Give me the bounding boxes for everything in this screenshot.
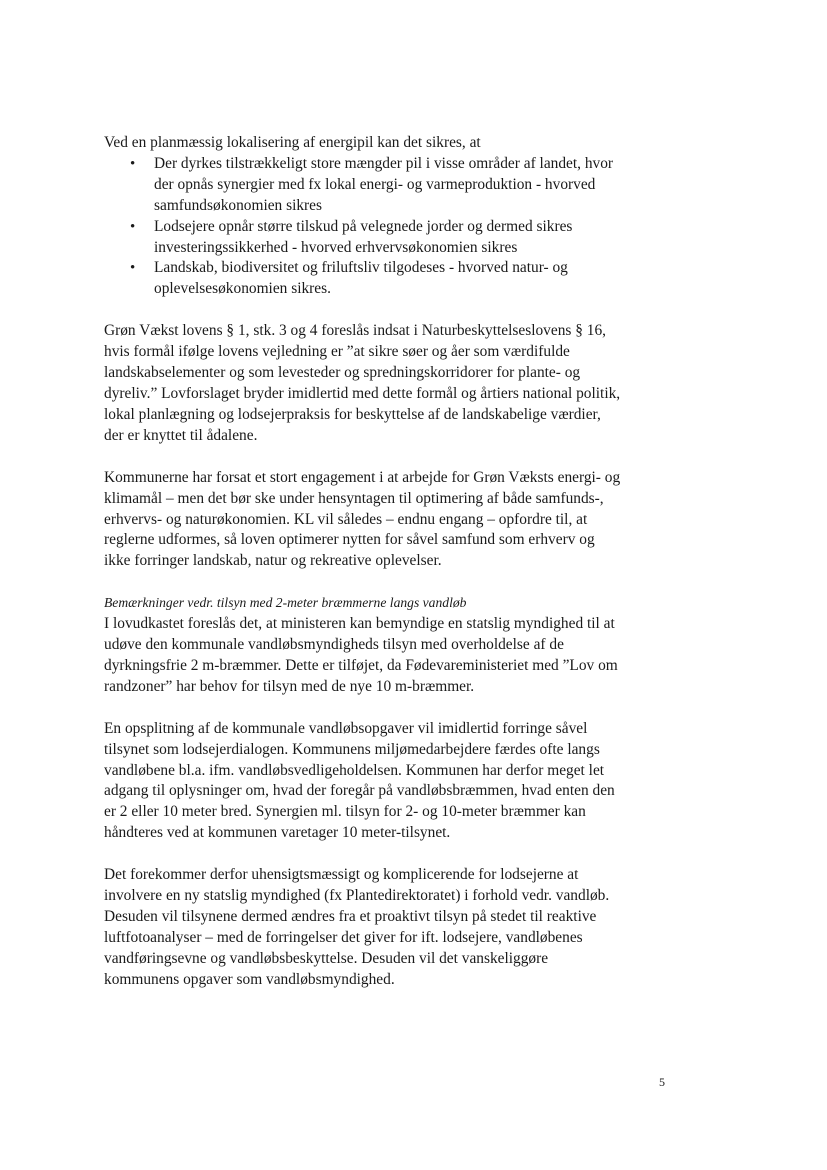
bullet-item — [130, 154, 624, 217]
paragraph: I lovudkastet foreslås det, at ministeren kan bemyndige en statslig myndighed til at udøve den kommunale vandløbsmyndigheds tilsyn med overholdelse af de dyrkningsfrie 2 m-bræmmer. Dette er tilføjet, da Fødevareministeriet med ”Lov om randzoner” har behov for tilsyn med de nye 10 m-bræmmer. — [104, 615, 618, 695]
bullet-icon: • — [130, 155, 136, 172]
paragraph: Kommunerne har forsat et stort engagement i at arbejde for Grøn Væksts energi- og klimamål – men det bør ske under hensyntagen til optimering af både samfunds-, erhvervs- og naturøkonomien. KL vil således – endnu engang – opfordre til, at reglerne udformes, så loven optimerer nytten for såvel samfund som erhverv og ikke forringer landskab, natur og rekreative oplevelser. — [104, 468, 621, 570]
bullet-icon: • — [130, 218, 136, 235]
page-body — [104, 133, 624, 991]
paragraph-spacer — [104, 572, 624, 593]
bullet-item — [130, 258, 624, 300]
paragraph: Det forekommer derfor uhensigtsmæssigt og komplicerende for lodsejerne at involvere en ny statslig myndighed (fx Plantedirektoratet) i forhold vedr. vandløb. Desuden vil tilsynene dermed ændres fra et proaktivt tilsyn på stedet til reaktive luftfotoanalyser – med de forringelser det giver for ift. lodsejere, vandløbenes vandføringsevne og vandløbsbeskyttelse. Desuden vil det vanskeliggøre kommunens opgaver som vandløbsmyndighed. — [104, 866, 610, 988]
bullet-text: Der dyrkes tilstrækkeligt store mængder pil i visse områder af landet, hvor der opnås synergier med fx lokal energi- og varmeproduktion - hvorved samfundsøkonomien sikres — [154, 154, 614, 214]
bullet-text: Lodsejere opnår større tilskud på velegnede jorder og dermed sikres investeringssikkerhed - hvorved erhvervsøkonomien sikres — [154, 217, 573, 256]
paragraph: En opsplitning af de kommunale vandløbsopgaver vil imidlertid forringe såvel tilsynet som lodsejerdialogen. Kommunens miljømedarbejdere færdes ofte langs vandløbene bl.a. ifm. vandløbsvedligeholdelsen. Kommunen har derfor meget let adgang til oplysninger om, hvad der foregår på vandløbsbræmmen, hvad enten den er 2 eller 10 meter bred. Synergien ml. tilsyn for 2- og 10-meter bræmmer kan håndteres ved at kommunen varetager 10 meter-tilsynet. — [104, 719, 615, 842]
paragraph-spacer — [104, 300, 624, 321]
paragraph: Grøn Vækst lovens § 1, stk. 3 og 4 foreslås indsat i Naturbeskyttelseslovens § 16, hvis formål ifølge lovens vejledning er ”at sikre søer og åer som værdifulde landskabselementer og som levesteder og spredningskorridorer for plante- og dyreliv.” Lovforslaget bryder imidlertid med dette formål og årtiers national politik, lokal planlægning og lodsejerpraksis for beskyttelse af de landskabelige værdier, der er knyttet til ådalene. — [104, 322, 621, 444]
section-subheading: Bemærkninger vedr. tilsyn med 2-meter bræmmerne langs vandløb — [104, 595, 467, 611]
bullet-icon: • — [130, 260, 136, 277]
bullet-list — [104, 154, 624, 300]
paragraph-spacer — [104, 698, 624, 719]
bullet-text: Landskab, biodiversitet og friluftsliv tilgodeses - hvorved natur- og oplevelsesøkonomien sikres. — [154, 259, 568, 298]
page-number: 5 — [659, 1075, 665, 1089]
intro-text: Ved en planmæssig lokalisering af energipil kan det sikres, at — [104, 134, 481, 151]
paragraph-spacer — [104, 844, 624, 865]
paragraph-spacer — [104, 447, 624, 468]
bullet-item — [130, 217, 624, 259]
